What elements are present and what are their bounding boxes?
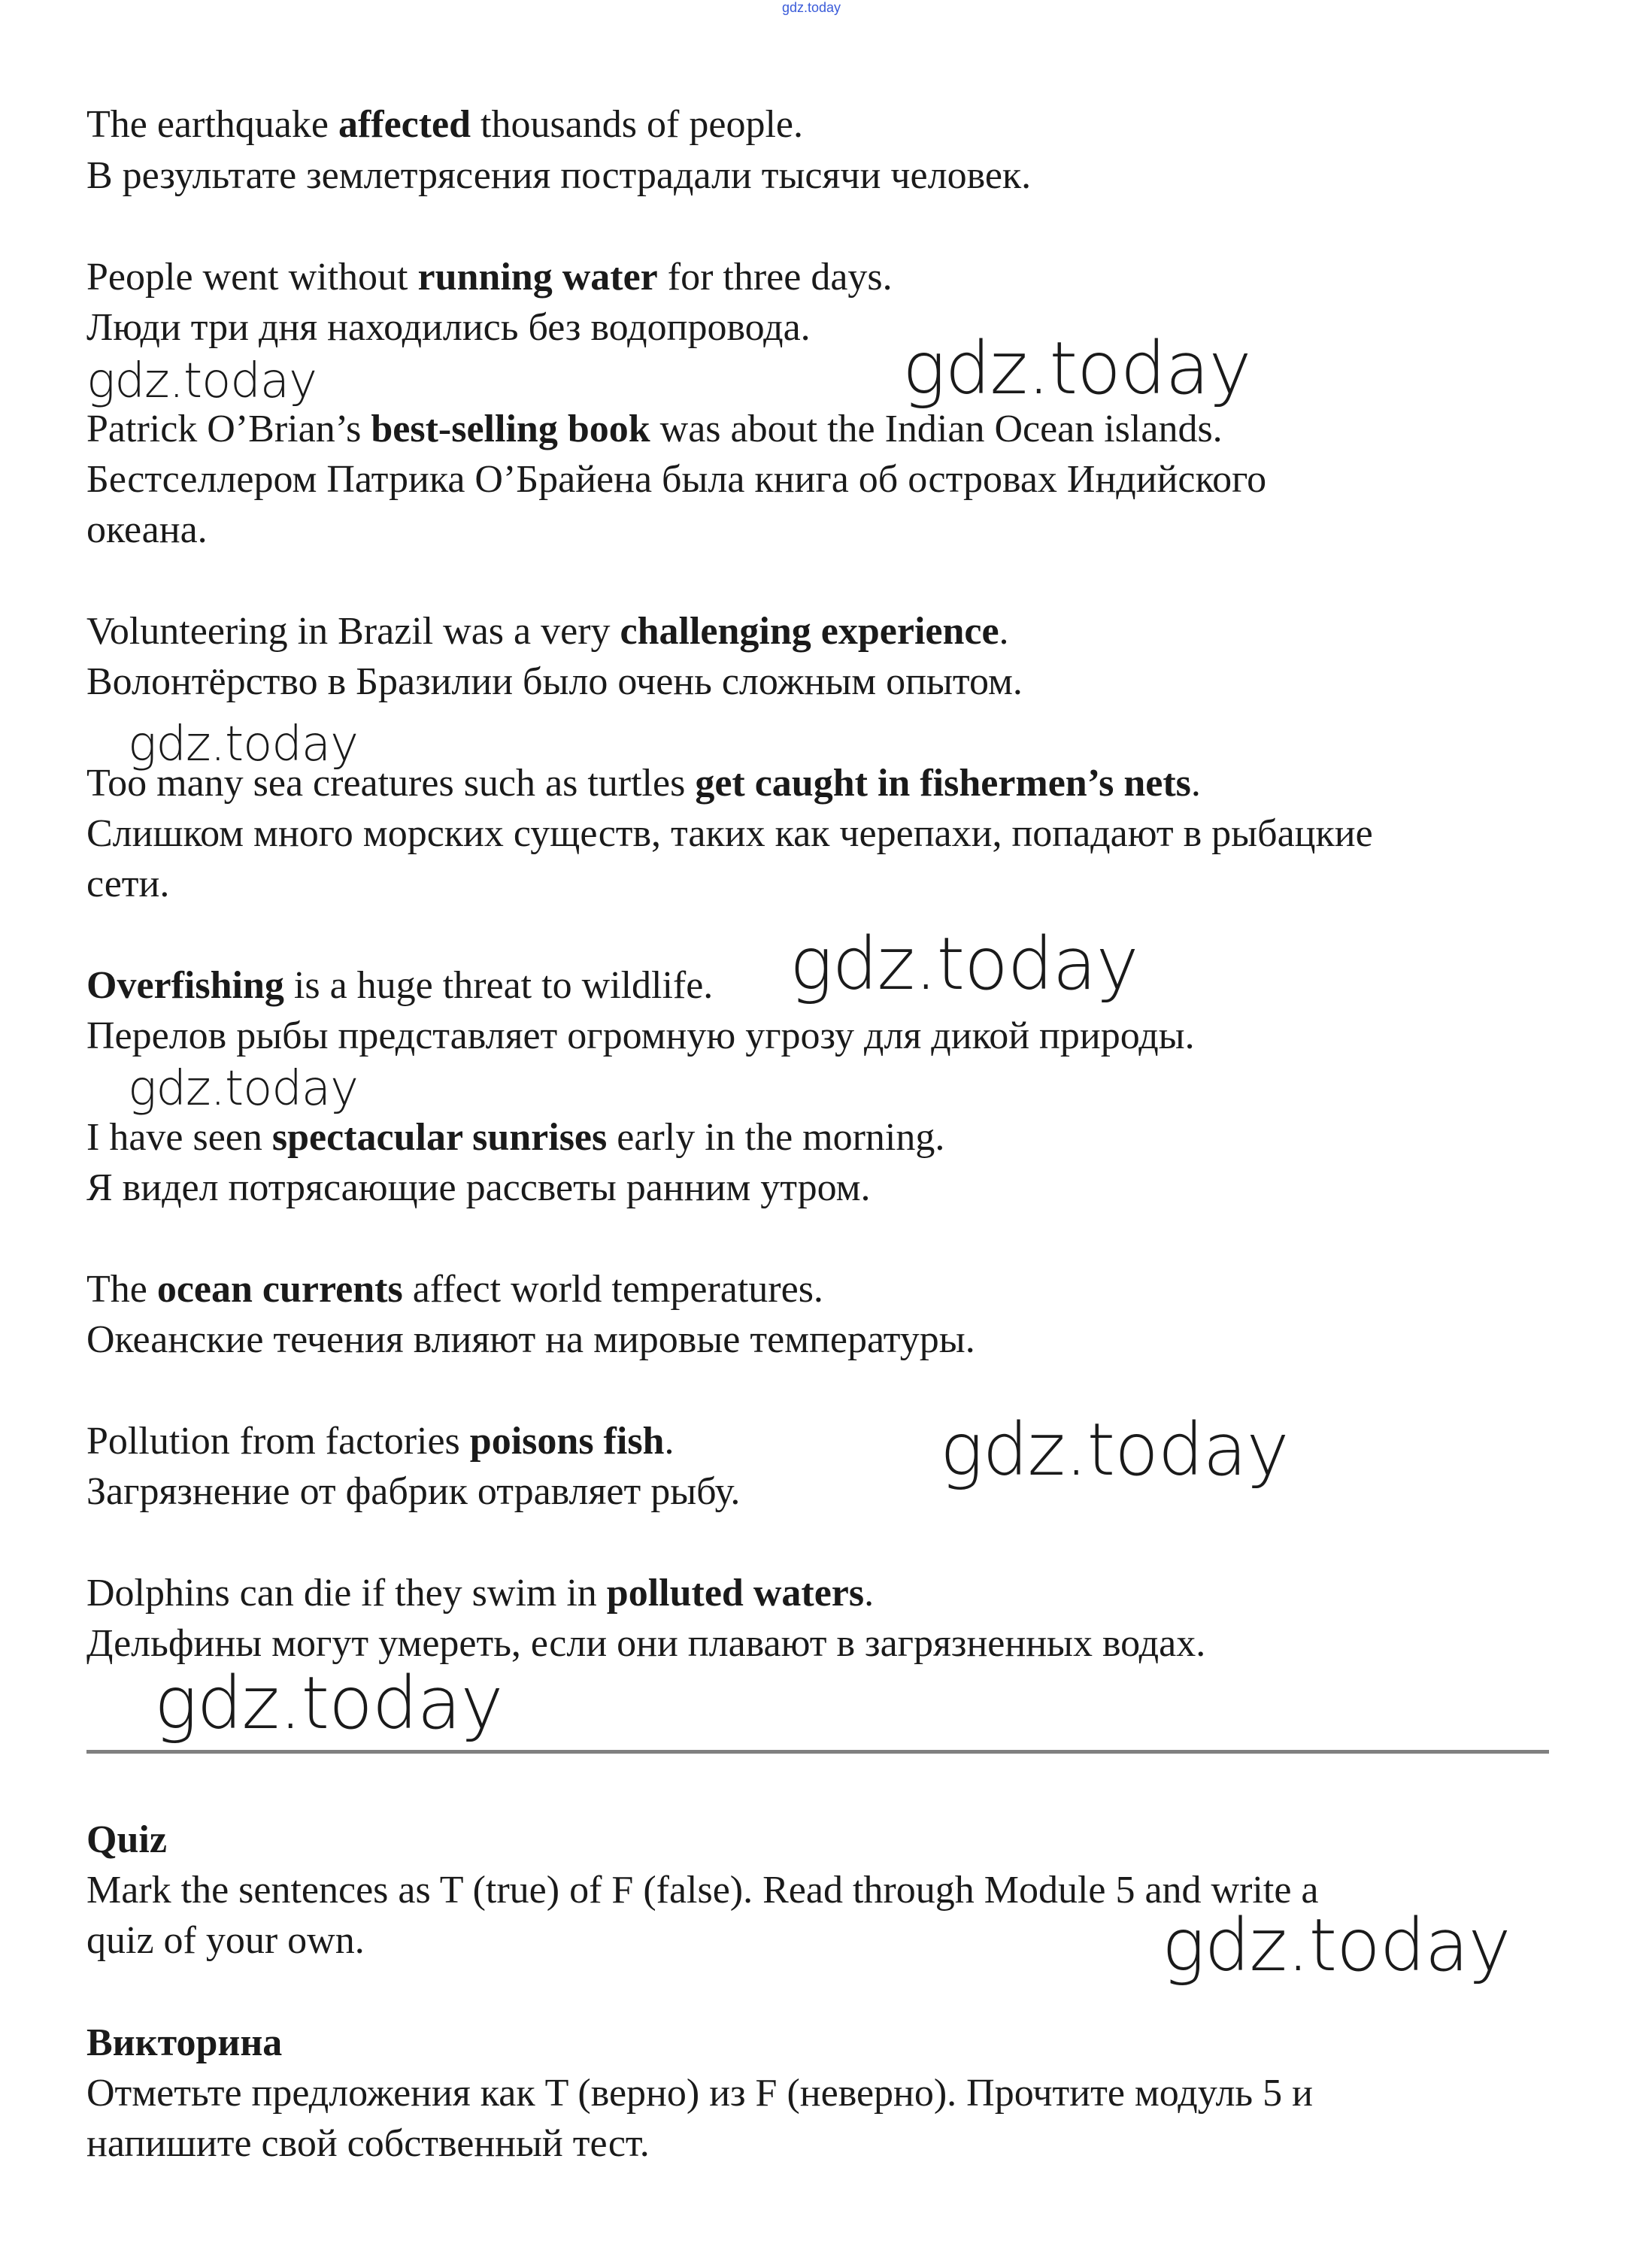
watermark: gdz.today bbox=[940, 1408, 1289, 1492]
sentence-ru-3: Бестселлером Патрика О’Брайена была книга об островах Индийского bbox=[86, 458, 1267, 501]
sentence-en-1: The earthquake affected thousands of people. bbox=[86, 103, 803, 146]
key-phrase: spectacular sunrises bbox=[271, 1116, 608, 1159]
sentence-ru-1: В результате землетрясения пострадали тысячи человек. bbox=[86, 154, 1032, 197]
quiz-instructions-cont: quiz of your own. bbox=[86, 1919, 365, 1962]
watermark: gdz.today bbox=[128, 1061, 358, 1117]
sentence-en-9: Pollution from factories poisons fish. bbox=[86, 1420, 675, 1463]
header-watermark: gdz.today bbox=[782, 0, 841, 15]
key-phrase: challenging experience bbox=[620, 610, 999, 653]
quiz-title-ru: Викторина bbox=[86, 2021, 283, 2064]
sentence-ru-5: Слишком много морских существ, таких как черепахи, попадают в рыбацкие bbox=[86, 812, 1373, 855]
sentence-ru-8: Океанские течения влияют на мировые температуры. bbox=[86, 1318, 975, 1361]
sentence-en-10: Dolphins can die if they swim in polluted waters. bbox=[86, 1572, 875, 1615]
key-phrase: get caught in fishermen’s nets bbox=[695, 762, 1191, 805]
sentence-ru-5-cont: сети. bbox=[86, 863, 170, 905]
watermark: gdz.today bbox=[86, 353, 317, 409]
sentence-ru-4: Волонтёрство в Бразилии было очень сложным опытом. bbox=[86, 660, 1023, 703]
sentence-en-3: Patrick O’Brian’s best-selling book was about the Indian Ocean islands. bbox=[86, 408, 1223, 450]
key-phrase: affected bbox=[338, 103, 471, 146]
quiz-instructions: Mark the sentences as T (true) of F (false). Read through Module 5 and write a bbox=[86, 1869, 1319, 1912]
sentence-ru-7: Я видел потрясающие рассветы ранним утром. bbox=[86, 1166, 871, 1209]
key-phrase: Overfishing bbox=[86, 964, 284, 1007]
quiz-instructions-ru: Отметьте предложения как T (верно) из F (неверно). Прочтите модуль 5 и bbox=[86, 2072, 1313, 2115]
watermark: gdz.today bbox=[902, 326, 1251, 411]
sentence-ru-6: Перелов рыбы представляет огромную угрозу для дикой природы. bbox=[86, 1014, 1195, 1057]
key-phrase: ocean currents bbox=[156, 1268, 403, 1311]
section-divider bbox=[86, 1750, 1549, 1754]
quiz-instructions-ru-cont: напишите свой собственный тест. bbox=[86, 2122, 650, 2165]
sentence-ru-9: Загрязнение от фабрик отравляет рыбу. bbox=[86, 1470, 741, 1513]
quiz-title: Quiz bbox=[86, 1818, 167, 1861]
watermark: gdz.today bbox=[1162, 1903, 1511, 1988]
watermark: gdz.today bbox=[154, 1661, 503, 1745]
sentence-en-2: People went without running water for three days. bbox=[86, 256, 893, 299]
sentence-en-5: Too many sea creatures such as turtles get caught in fishermen’s nets. bbox=[86, 762, 1201, 805]
watermark: gdz.today bbox=[790, 922, 1138, 1006]
sentence-en-6: Overfishing is a huge threat to wildlife. bbox=[86, 964, 714, 1007]
sentence-ru-2: Люди три дня находились без водопровода. bbox=[86, 306, 811, 349]
sentence-en-7: I have seen spectacular sunrises early in the morning. bbox=[86, 1116, 945, 1159]
sentence-ru-10: Дельфины могут умереть, если они плавают в загрязненных водах. bbox=[86, 1622, 1206, 1665]
key-phrase: polluted waters bbox=[606, 1572, 865, 1615]
sentence-en-4: Volunteering in Brazil was a very challenging experience. bbox=[86, 610, 1009, 653]
watermark: gdz.today bbox=[128, 717, 358, 772]
sentence-en-8: The ocean currents affect world temperatures. bbox=[86, 1268, 823, 1311]
key-phrase: running water bbox=[417, 256, 658, 299]
key-phrase: best-selling book bbox=[371, 408, 650, 450]
sentence-ru-3-cont: океана. bbox=[86, 508, 208, 551]
key-phrase: poisons fish bbox=[469, 1420, 665, 1463]
